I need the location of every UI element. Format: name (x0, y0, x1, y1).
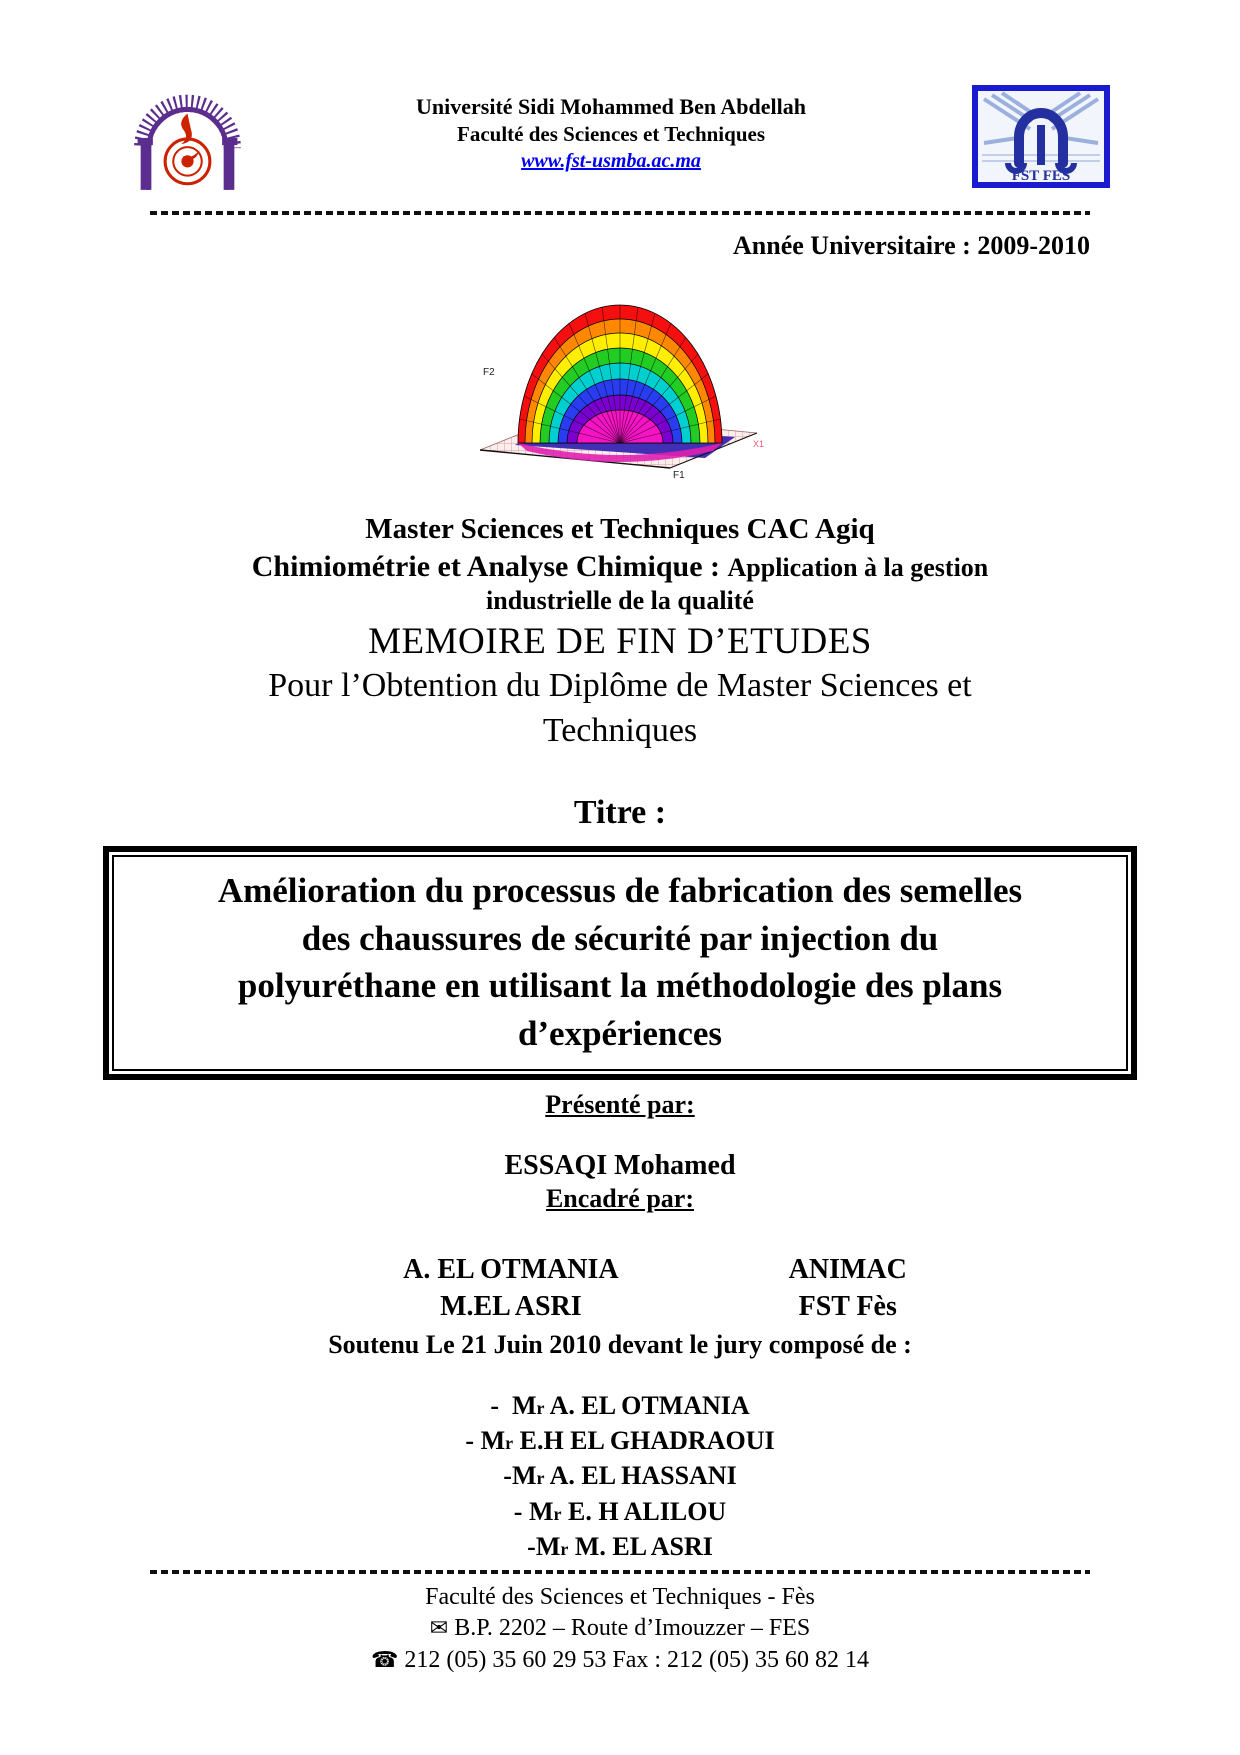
speciality-line2: industrielle de la qualité (486, 586, 754, 615)
presented-by-label: Présenté par: (545, 1090, 695, 1120)
header-text-block (250, 85, 972, 176)
footer-phone: ☎ 212 (05) 35 60 29 53 Fax : 212 (05) 35 60 82 14 (370, 1647, 870, 1674)
jury-member: - Mr E. H ALILOU (513, 1496, 727, 1526)
advisor-affiliation: ANIMAC (788, 1254, 907, 1286)
title-label: Titre : (573, 794, 667, 831)
page-footer (100, 1582, 1140, 1677)
figure-axis-x1: X1 (753, 439, 765, 449)
jury-list (100, 1388, 1140, 1563)
footer-address: ✉ B.P. 2202 – Route d’Imouzzer – FES (429, 1615, 811, 1642)
advisor-affiliations-column (789, 1252, 907, 1326)
advisor-name: A. EL OTMANIA (403, 1254, 619, 1286)
student-name: ESSAQI Mohamed (504, 1150, 736, 1182)
dashed-separator-bottom (150, 1570, 1090, 1574)
defense-date-line: Soutenu Le 21 Juin 2010 devant le jury composé de : (328, 1330, 912, 1360)
memoire-heading: MEMOIRE DE FIN D’ETUDES (368, 621, 872, 662)
page-header (100, 85, 1140, 197)
thesis-title-line: des chaussures de sécurité par injection du (301, 918, 939, 958)
dashed-separator-top (150, 211, 1090, 215)
footer-faculty: Faculté des Sciences et Techniques - Fès (425, 1583, 815, 1610)
thesis-title-line: d’expériences (517, 1013, 723, 1053)
thesis-title-line: polyuréthane en utilisant la méthodologie des plans (237, 966, 1003, 1006)
fst-fes-logo (972, 85, 1110, 188)
jury-member: -Mr A. EL HASSANI (503, 1461, 737, 1491)
academic-year: Année Universitaire : 2009-2010 (733, 231, 1090, 260)
university-name: Université Sidi Mohammed Ben Abdellah (416, 94, 806, 119)
faculty-website-link[interactable]: www.fst-usmba.ac.ma (521, 149, 701, 172)
jury-member: - Mr E.H EL GHADRAOUI (465, 1426, 775, 1456)
speciality-line1 (100, 550, 1140, 584)
supervised-by-label: Encadré par: (545, 1184, 695, 1214)
thesis-title-box (103, 846, 1137, 1080)
speciality-strong: Chimiométrie et Analyse Chimique : (251, 550, 728, 583)
diplome-line2: Techniques (542, 711, 698, 749)
mail-icon: ✉ (429, 1615, 449, 1641)
advisors-table (100, 1252, 1140, 1326)
thesis-title-line: Amélioration du processus de fabrication des semelles (217, 871, 1023, 910)
speciality-rest: Application à la gestion (727, 553, 989, 582)
master-program-title: Master Sciences et Techniques CAC Agiq (365, 513, 875, 545)
jury-member: - Mr A. EL OTMANIA (490, 1391, 750, 1421)
diplome-line1: Pour l’Obtention du Diplôme de Master Sciences et (268, 667, 972, 704)
advisor-affiliation: FST Fès (798, 1291, 897, 1323)
phone-icon: ☎ (370, 1647, 399, 1673)
advisor-name: M.EL ASRI (440, 1291, 582, 1323)
response-surface-figure (455, 275, 785, 480)
fst-fes-caption: FST FES (1011, 168, 1071, 184)
jury-member: -Mr M. EL ASRI (527, 1531, 713, 1561)
faculty-name: Faculté des Sciences et Techniques (457, 121, 765, 146)
usmba-university-logo (125, 85, 250, 197)
figure-axis-f2: F2 (483, 367, 495, 378)
figure-axis-f1: F1 (673, 470, 685, 480)
advisor-names-column (403, 1252, 618, 1326)
